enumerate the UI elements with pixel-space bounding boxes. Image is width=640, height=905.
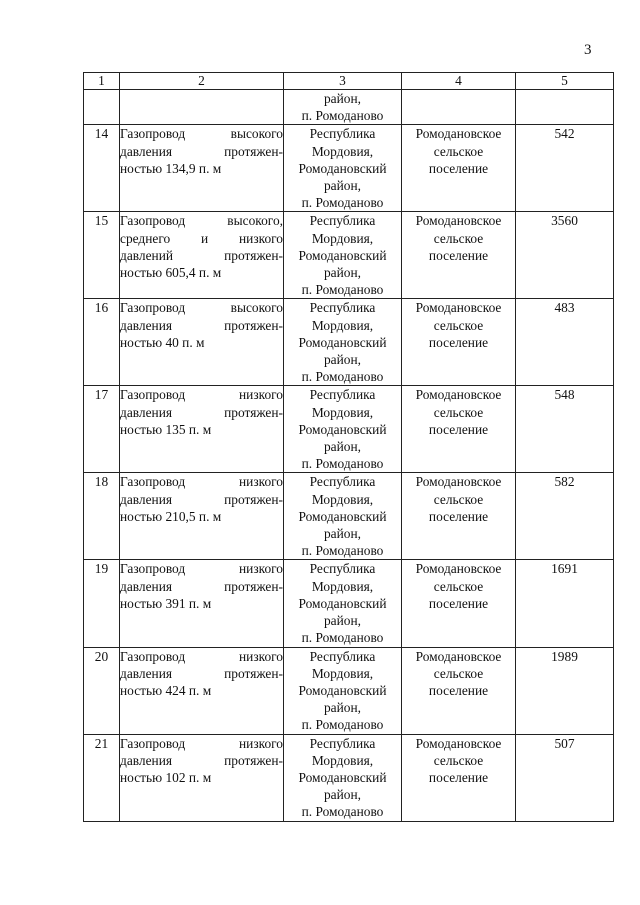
municipality-line: поселение — [428, 508, 489, 524]
object-name-line: давления протяжен- — [120, 665, 283, 681]
value-cell: 507 — [516, 734, 614, 821]
municipality-line: поселение — [428, 334, 489, 350]
location-line: Ромодановский — [298, 247, 387, 263]
location-line: Мордовия, — [311, 491, 374, 507]
municipality-line: сельское — [433, 578, 484, 594]
value-cell: 548 — [516, 386, 614, 473]
table-row — [84, 560, 614, 647]
location-line: п. Ромоданово — [301, 108, 384, 124]
object-name-line: ностью 391 п. м — [120, 595, 212, 611]
location-line: Мордовия, — [311, 578, 374, 594]
location-cell — [284, 299, 402, 386]
object-name-line: давления протяжен- — [120, 143, 283, 159]
municipality-line: сельское — [433, 752, 484, 768]
value-cell: 483 — [516, 299, 614, 386]
municipality-cell — [402, 212, 516, 299]
location-cell — [284, 212, 402, 299]
object-name-cell — [120, 386, 284, 473]
location-cell — [284, 125, 402, 212]
location-line: район, — [323, 526, 361, 542]
row-number-cell: 17 — [84, 386, 120, 473]
object-name-cell — [120, 473, 284, 560]
location-line: Мордовия, — [311, 230, 374, 246]
municipality-line: Ромодановское — [415, 474, 502, 490]
name-cell — [120, 90, 284, 125]
page-number: 3 — [584, 42, 592, 58]
object-name-line: давления протяжен- — [120, 404, 283, 420]
object-name-line: давления протяжен- — [120, 491, 283, 507]
location-line: район, — [323, 700, 361, 716]
object-name-line: Газопровод высокого — [120, 300, 283, 316]
header-cell: 3 — [284, 73, 402, 90]
object-name-line: ностью 134,9 п. м — [120, 160, 222, 176]
municipality-line: Ромодановское — [415, 387, 502, 403]
municipality-line: поселение — [428, 421, 489, 437]
object-name-cell — [120, 734, 284, 821]
object-name-line: Газопровод низкого — [120, 561, 283, 577]
object-name-line: среднего и низкого — [120, 230, 283, 246]
table-row — [84, 386, 614, 473]
header-cell: 2 — [120, 73, 284, 90]
header-row — [84, 73, 614, 90]
municipality-line: поселение — [428, 595, 489, 611]
location-line: Мордовия, — [311, 143, 374, 159]
municipality-cell — [402, 647, 516, 734]
location-line: п. Ромоданово — [301, 369, 384, 385]
municipality-line: сельское — [433, 143, 484, 159]
location-cell — [284, 560, 402, 647]
municipality-line: поселение — [428, 769, 489, 785]
location-line: Республика — [309, 387, 376, 403]
location-line: Республика — [309, 126, 376, 142]
location-line: Мордовия, — [311, 404, 374, 420]
num-cell — [84, 90, 120, 125]
table-row — [84, 212, 614, 299]
value-cell — [516, 90, 614, 125]
municipality-line: сельское — [433, 404, 484, 420]
municipality-line: Ромодановское — [415, 300, 502, 316]
location-cell — [284, 734, 402, 821]
municipality-line: поселение — [428, 682, 489, 698]
municipality-cell — [402, 90, 516, 125]
municipality-line: поселение — [428, 160, 489, 176]
location-line: Мордовия, — [311, 752, 374, 768]
header-cell: 1 — [84, 73, 120, 90]
value-cell: 542 — [516, 125, 614, 212]
object-name-line: ностью 605,4 п. м — [120, 265, 222, 281]
location-line: район, — [323, 439, 361, 455]
table-row — [84, 647, 614, 734]
object-name-line: Газопровод низкого — [120, 474, 283, 490]
object-name-line: давлений протяжен- — [120, 247, 283, 263]
municipality-cell — [402, 299, 516, 386]
location-line: район, — [323, 352, 361, 368]
object-name-cell — [120, 299, 284, 386]
continuation-row — [84, 90, 614, 125]
location-line: п. Ромоданово — [301, 543, 384, 559]
object-name-line: ностью 135 п. м — [120, 421, 212, 437]
municipality-line: сельское — [433, 665, 484, 681]
location-line: Республика — [309, 648, 376, 664]
object-name-line: Газопровод высокого — [120, 126, 283, 142]
row-number-cell: 14 — [84, 125, 120, 212]
location-line: Ромодановский — [298, 682, 387, 698]
municipality-line: сельское — [433, 317, 484, 333]
row-number-cell: 19 — [84, 560, 120, 647]
location-line: п. Ромоданово — [301, 630, 384, 646]
row-number-cell: 15 — [84, 212, 120, 299]
location-line: Ромодановский — [298, 769, 387, 785]
object-name-line: ностью 424 п. м — [120, 682, 212, 698]
object-name-line: Газопровод низкого — [120, 387, 283, 403]
row-number-cell: 20 — [84, 647, 120, 734]
value-cell: 582 — [516, 473, 614, 560]
value-cell: 1989 — [516, 647, 614, 734]
municipality-line: Ромодановское — [415, 648, 502, 664]
object-name-line: Газопровод низкого — [120, 648, 283, 664]
object-name-line: ностью 102 п. м — [120, 769, 212, 785]
location-line: Ромодановский — [298, 595, 387, 611]
municipality-cell — [402, 473, 516, 560]
location-line: п. Ромоданово — [301, 195, 384, 211]
location-line: район, — [323, 91, 361, 106]
location-line: район, — [323, 265, 361, 281]
object-name-line: Газопровод низкого — [120, 735, 283, 751]
object-name-cell — [120, 125, 284, 212]
location-line: п. Ромоданово — [301, 804, 384, 820]
row-number-cell: 21 — [84, 734, 120, 821]
value-cell: 1691 — [516, 560, 614, 647]
municipality-cell — [402, 560, 516, 647]
municipality-line: Ромодановское — [415, 126, 502, 142]
object-name-line: ностью 40 п. м — [120, 334, 205, 350]
municipality-cell — [402, 734, 516, 821]
municipality-line: Ромодановское — [415, 213, 502, 229]
municipality-line: Ромодановское — [415, 561, 502, 577]
object-name-cell — [120, 212, 284, 299]
location-line: Ромодановский — [298, 160, 387, 176]
municipality-line: поселение — [428, 247, 489, 263]
object-name-line: давления протяжен- — [120, 752, 283, 768]
header-cell: 4 — [402, 73, 516, 90]
property-table — [83, 72, 614, 822]
location-line: Республика — [309, 213, 376, 229]
location-line: Республика — [309, 561, 376, 577]
municipality-line: сельское — [433, 230, 484, 246]
location-line: Мордовия, — [311, 665, 374, 681]
header-cell: 5 — [516, 73, 614, 90]
table-row — [84, 125, 614, 212]
object-name-line: ностью 210,5 п. м — [120, 508, 222, 524]
table-row — [84, 299, 614, 386]
table-row — [84, 734, 614, 821]
location-cell — [284, 647, 402, 734]
location-line: п. Ромоданово — [301, 717, 384, 733]
location-line: п. Ромоданово — [301, 456, 384, 472]
location-line: п. Ромоданово — [301, 282, 384, 298]
location-cell — [284, 386, 402, 473]
row-number-cell: 18 — [84, 473, 120, 560]
location-cell — [284, 473, 402, 560]
location-line: район, — [323, 178, 361, 194]
object-name-cell — [120, 647, 284, 734]
municipality-line: Ромодановское — [415, 735, 502, 751]
row-number-cell: 16 — [84, 299, 120, 386]
location-line: Республика — [309, 474, 376, 490]
location-line: Республика — [309, 735, 376, 751]
location-line: район, — [323, 787, 361, 803]
object-name-line: Газопровод высокого, — [120, 213, 283, 229]
location-line: Мордовия, — [311, 317, 374, 333]
municipality-line: сельское — [433, 491, 484, 507]
location-line: район, — [323, 613, 361, 629]
location-cell — [284, 90, 402, 125]
object-name-line: давления протяжен- — [120, 578, 283, 594]
object-name-line: давления протяжен- — [120, 317, 283, 333]
location-line: Ромодановский — [298, 421, 387, 437]
value-cell: 3560 — [516, 212, 614, 299]
location-line: Ромодановский — [298, 508, 387, 524]
municipality-cell — [402, 386, 516, 473]
object-name-cell — [120, 560, 284, 647]
location-line: Республика — [309, 300, 376, 316]
location-line: Ромодановский — [298, 334, 387, 350]
table-row — [84, 473, 614, 560]
municipality-cell — [402, 125, 516, 212]
